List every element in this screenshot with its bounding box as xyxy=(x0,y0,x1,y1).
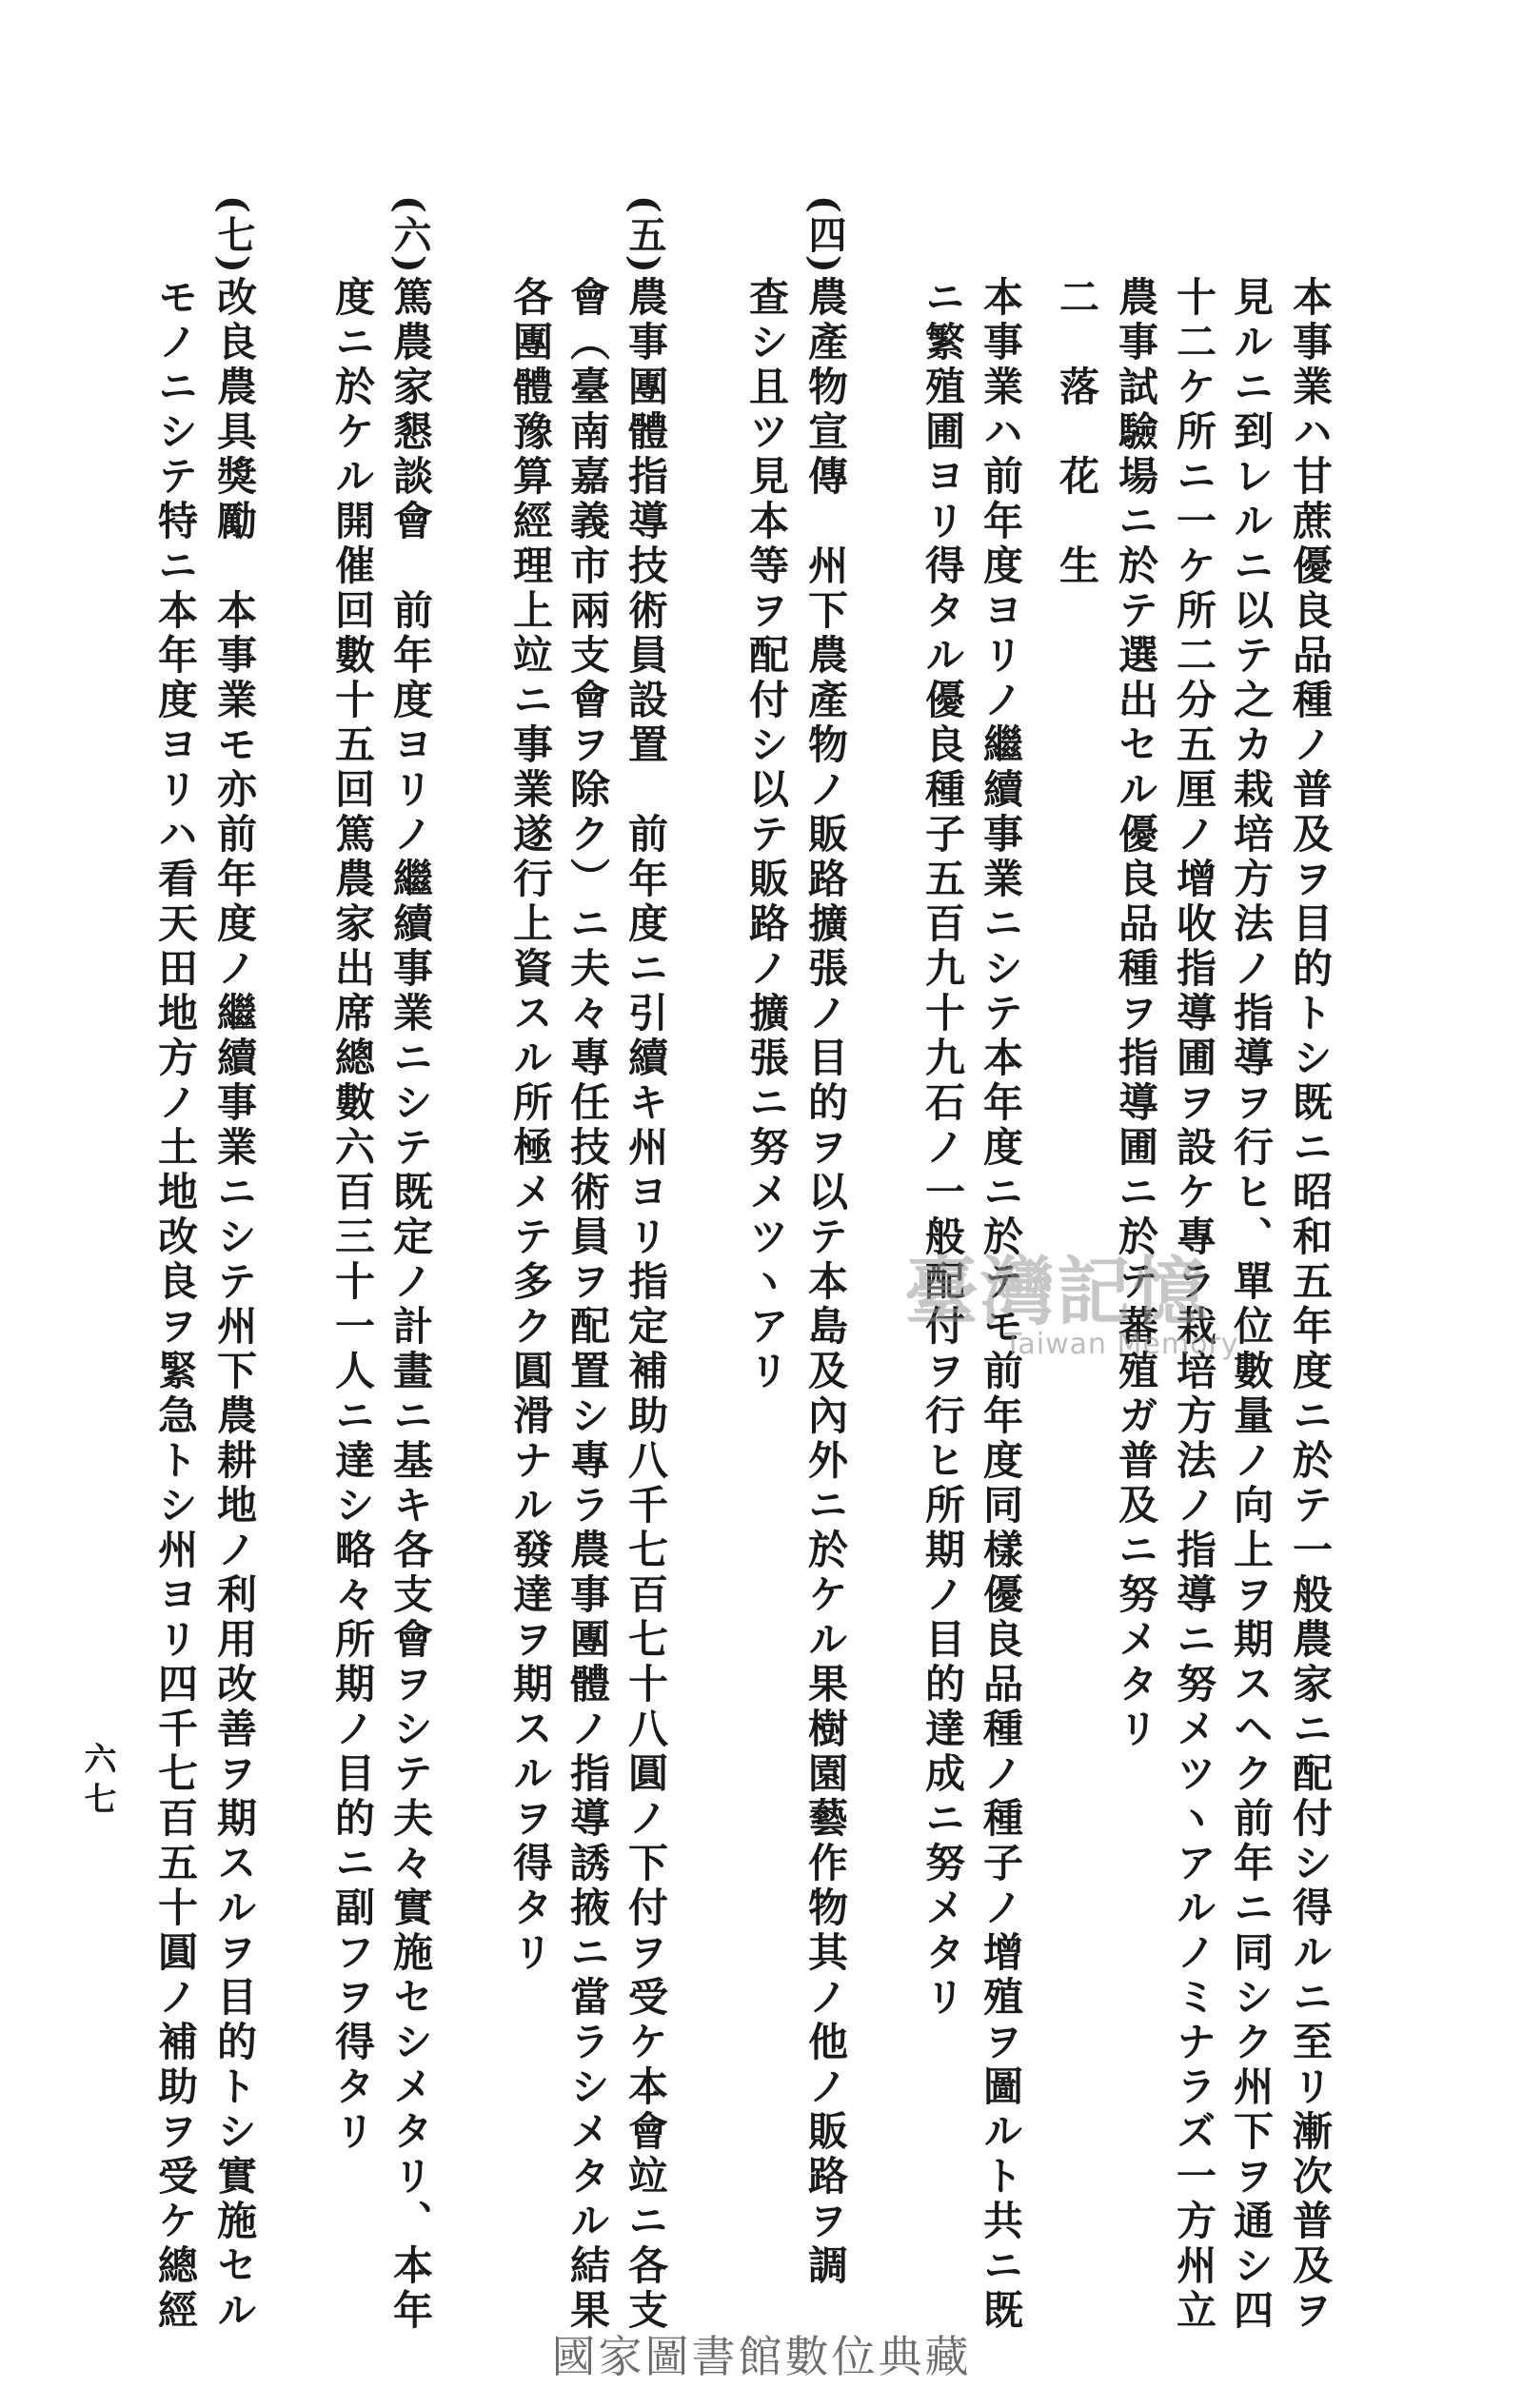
item-marker: (四) xyxy=(802,195,847,275)
item-marker: (五) xyxy=(623,195,667,275)
text-column: 改良農具獎勵 本事業モ亦前年度ノ繼續事業ニシテ州下農耕地ノ利用改善ヲ期スルヲ目的トシ實施セル xyxy=(211,276,258,2334)
watermark-logo: 臺灣記憶 xyxy=(904,1249,1210,1335)
text-column: 本事業ハ前年度ヨリノ繼續事業ニシテ本年度ニ於テモ前年度同樣優良品種ノ種子ノ增殖ヲ圖ルト共ニ既 xyxy=(978,276,1024,2334)
item-marker: (六) xyxy=(387,195,432,275)
page-number: 六七 xyxy=(78,1742,116,1822)
text-column: 篤農家懇談會 前年度ヨリノ繼續事業ニシテ既定ノ計畫ニ基キ各支會ヲシテ夫々實施セシメタリ、本年 xyxy=(387,276,434,2334)
text-column: 見ルニ到レルニ以テ之カ栽培方法ノ指導ヲ行ヒ、單位數量ノ向上ヲ期スヘク前年ニ同シク州下ヲ通シ四 xyxy=(1228,276,1275,2334)
text-column: 查シ且ツ見本等ヲ配付シ以テ販路ノ擴張ニ努メツヽアリ xyxy=(743,276,790,1394)
footer-caption: 國家圖書館數位典藏 xyxy=(551,2331,972,2382)
text-column: モノニシテ特ニ本年度ヨリハ看天田地方ノ土地改良ヲ緊急トシ州ヨリ四千七百五十圓ノ補助ヲ受ケ總經 xyxy=(152,276,199,2334)
text-column: 十二ケ所ニ一ケ所二分五厘ノ增收指導圃ヲ設ケ專ラ栽培方法ノ指導ニ努メツヽアルノミナラズ一方州立 xyxy=(1171,276,1217,2334)
text-column: 農事試驗場ニ於テ選出セル優良品種ヲ指導圃ニ於テ蕃殖ガ普及ニ努メタリ xyxy=(1113,276,1159,1752)
item-marker: (七) xyxy=(211,195,256,275)
text-column: ニ繁殖圃ヨリ得タル優良種子五百九十九石ノ一般配付ヲ行ヒ所期ノ目的達成ニ努メタリ xyxy=(920,276,966,2021)
section-heading: 二 落 花 生 xyxy=(1054,276,1100,589)
text-column: 會（臺南嘉義市兩支會ヲ除ク）ニ夫々專任技術員ヲ配置シ專ラ農事團體ノ指導誘掖ニ當ラシメタル結果 xyxy=(564,276,611,2334)
text-column: 農事團體指導技術員設置 前年度ニ引續キ州ヨリ指定補助八千七百七十八圓ノ下付ヲ受ケ本會竝ニ各支 xyxy=(623,276,669,2334)
text-column: 度ニ於ケル開催回數十五回篤農家出席總數六百三十一人ニ達シ略々所期ノ目的ニ副フヲ得タリ xyxy=(329,276,376,2155)
watermark-subtitle: Taiwan Memory xyxy=(1004,1328,1239,1361)
text-column: 各團體豫算經理上竝ニ事業遂行上資スル所極メテ多ク圓滑ナル發達ヲ期スルヲ得タリ xyxy=(507,276,554,1976)
text-column: 本事業ハ甘蔗優良品種ノ普及ヲ目的トシ既ニ昭和五年度ニ於テ一般農家ニ配付シ得ルニ至リ漸次普及ヲ xyxy=(1287,276,1334,2334)
text-column: 農產物宣傳 州下農產物ノ販路擴張ノ目的ヲ以テ本島及內外ニ於ケル果樹園藝作物其ノ他ノ販路ヲ調 xyxy=(802,276,849,2289)
